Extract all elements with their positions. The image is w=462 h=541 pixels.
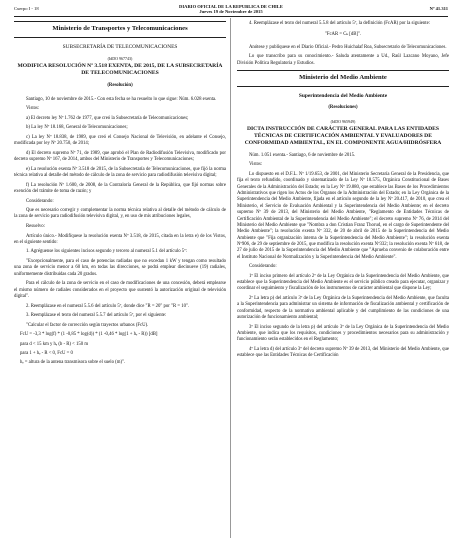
- vistos-label: Vistos:: [26, 106, 40, 112]
- date-line: Santiago, 10 de noviembre de 2015.- Con esta fecha se ha resuelto lo que sigue: Núm. 6.028 exenta.: [26, 96, 217, 102]
- page-header: [14, 4, 448, 17]
- amendment-item-3: 3. Reemplázase el texto del numeral 5.5.7 del artículo 5º, por el siguiente:: [26, 313, 167, 319]
- resolution-title: DICTA INSTRUCCIÓN DE CARÁCTER GENERAL PARA LAS ENTIDADES TÉCNICAS DE CERTIFICACIÓN AMBIENTAL Y EVALUADORES DE CONFORMIDAD AMBIENTAL, EN EL COMPONENTE AGUA/HIDRÓSFERA: [244, 125, 442, 146]
- formula-condition: para d < 15 km y hₑ (b - R) < 150 m: [20, 341, 89, 347]
- amendment-item-2: 2. Reemplázase en el numeral 5.5.6 del artículo 5º, donde dice "R = 20" por "R = 10".: [26, 303, 190, 309]
- considerando-item: 3º El inciso segundo de la letra p) del artículo 3º de la Ley Orgánica de la Superintendencia del Medio Ambiente, que indica que los requisitos, condiciones y procedimientos necesarios para su administración y funcionamiento serán establecidos en el Reglamento;: [237, 324, 449, 343]
- resolution-type: (Resoluciones): [328, 105, 358, 111]
- date-line: Núm. 1.051 exenta.- Santiago, 6 de noviembre de 2015.: [249, 152, 356, 158]
- formula-condition: hₑ = altura de la antena transmisora sobre el suelo (m)".: [20, 360, 126, 366]
- vistos-label: Vistos:: [249, 162, 263, 168]
- visto-item: d) El decreto supremo Nº 71, de 1989, que aprobó el Plan de Radiodifusión Televisiva, modificado por decreto supremo Nº 167, de 2014, ambos del Ministerio de Transportes y Telecomunicaciones;: [14, 150, 226, 163]
- amendment-item-4: 4. Reemplázase el texto del numeral 5.5.8 del artículo 5º, la definición (FcAR) por la siguiente:: [249, 21, 430, 26]
- subsecretaria-heading: SUBSECRETARÍA DE TELECOMUNICACIONES: [62, 43, 178, 50]
- resuelvo-label: Resuelvo:: [26, 224, 45, 230]
- vistos-text: Lo dispuesto en el D.F.L. Nº 1/19.653, de 2001, del Ministerio Secretaría General de la Presidencia, que fija el texto refundido, coordinado y sistematizado de la Ley Nº 18.575, Orgánica Constitucional de Bases Generales de la Administración del Estado; en la Ley Nº 19.880, que establece las Bases de los Procedimientos Administrativos que rigen los Actos de los Órganos de la Administración del Estado; en la Ley Orgánica de la Superintendencia del Medio Ambiente, fijada en el artículo segundo de la ley Nº 20.417, de 2010, que crea el Ministerio, el Servicio de Evaluación Ambiental y la Superintendencia del Medio Ambiente; en el decreto supremo Nº 39 de 2013, del Ministerio del Medio Ambiente, "Reglamento de Entidades Técnicas de Certificación Ambiental de la Superintendencia del Medio Ambiente"; el decreto supremo Nº 76, de 2014 del Ministerio del Medio Ambiente que "Nombra a don Cristian Franz Thorud, en el cargo de Superintendente del Medio Ambiente"; la resolución exenta Nº 332, de 20 de abril de 2015 de la Superintendencia del Medio Ambiente que "Fija organización interna de la Superintendencia del Medio Ambiente"; la resolución exenta Nº906, de 29 de septiembre de 2015, que modifica la resolución exenta Nº332; la resolución exenta Nº 618, de 27 de julio de 2015 de la Superintendencia del Medio Ambiente que "Aprueba convenio de colaboración entre el Instituto Nacional de Normalización y la Superintendencia del Medio Ambiente".: [237, 172, 449, 260]
- visto-item: c) La ley Nº 18.838, de 1989, que creó el Consejo Nacional de Televisión, en adelante el Consejo, modificada por ley Nº 20.750, de 2014;: [14, 134, 226, 147]
- considerando-text: Que es necesario corregir y complementar la norma técnica relativa al detalle del método de cálculo de la zona de servicio para radiodifusión televisiva digital, y, en uso de mis atribuciones legales,: [14, 208, 226, 220]
- resolution-type: (Resolución): [107, 83, 133, 89]
- id-code: (IdDO 967743): [107, 56, 133, 62]
- quoted-paragraph: Para el cálculo de la zona de servicio en el caso de modificaciones de una concesión, deberá emplearse el mismo número de radiales considerados en el proyecto que sustentó la autorización original de televisión digital".: [14, 281, 226, 299]
- superintendencia-heading: Superintendencia del Medio Ambiente: [298, 93, 388, 99]
- signature-line: Anótese y publíquese en el Diario Oficial.- Pedro Huichalaf Roa, Subsecretario de Telecomunicaciones.: [249, 44, 447, 50]
- ministry-heading: Ministerio de Transportes y Telecomunicaciones: [14, 21, 226, 38]
- considerando-label: Considerando:: [26, 198, 54, 204]
- formula-fcar: "FcAR = Cₖ [dB]".: [324, 32, 362, 38]
- header-title-line2: Jueves 19 de Noviembre de 2015: [199, 8, 263, 14]
- considerando-item: 4º La letra d) del artículo 3º del decreto supremo Nº 39 de 2013, del Ministerio del Medio Ambiente, que establece que las Entidades Técnicas de Certificación: [237, 346, 449, 359]
- visto-item: e) La resolución exenta Nº 3.518 de 2015, de la Subsecretaría de Telecomunicaciones, que fijó la norma técnica relativa al detalle del método de cálculo de la zona de servicio para radiodifusión televisiva digital;: [14, 166, 226, 179]
- header-section: Cuerpo I - 18: [14, 6, 39, 11]
- right-column: [237, 21, 449, 363]
- quoted-paragraph: "Excepcionalmente, para el caso de potencias radiadas que no excedan 1 kW y tengan como resultado una zona de servicio menor a 60 km, en todas las direcciones, se podrá emplear diecinueve (19) radiales, uniformemente distribuidas cada 20 grados.: [14, 259, 226, 277]
- considerando-item: 2º La letra p) del artículo 3º de la Ley Orgánica de la Superintendencia del Medio Ambiente, que faculta a la Superintendencia para administrar un sistema de información de fiscalización ambiental y certificación de conformidad, respecto de la normativa ambiental aplicable y del cumplimiento de las condiciones de una autorización de funcionamiento ambiental;: [237, 296, 449, 321]
- considerando-label: Considerando:: [249, 264, 277, 270]
- header-issue-number: Nº 41.311: [429, 6, 448, 11]
- ministry-heading: Ministerio del Medio Ambiente: [237, 70, 449, 87]
- header-title-line1: DIARIO OFICIAL DE LA REPUBLICA DE CHILE: [179, 4, 283, 9]
- visto-item: f) La resolución Nº 1.600, de 2008, de la Contraloría General de la República, que fijó normas sobre exención del trámite de toma de razón; y: [14, 182, 226, 195]
- transcription-line: Lo que transcribo para su conocimiento.- Saluda atentamente a Ud., Raúl Lazcano Moyano, Jefe División Política Regulatoria y Estudios.: [237, 54, 449, 66]
- formula-fcu: FcU = -3,3 * log(f) * (1 -0,85 * log(d)) * (1 -0,46 * log(1 + hₑ - R)) [dB]: [20, 332, 158, 338]
- id-code: (IdDO 965949): [330, 118, 356, 124]
- formula-condition: para 1 + hₑ - R < 0, FcU = 0: [20, 350, 73, 356]
- amendment-item-1: 1. Agréguense los siguientes incisos segundo y tercero al numeral 5.1 del artículo 5º:: [26, 249, 187, 255]
- visto-item: a) El decreto ley Nº 1.762 de 1977, que creó la Subsecretaría de Telecomunicaciones;: [26, 115, 189, 121]
- articulo-unico: Artículo único.- Modifíquese la resolución exenta Nº 3.518, de 2015, citada en la letra e) de los Vistos, en el siguiente sentido:: [14, 233, 226, 245]
- header-title: [14, 5, 448, 15]
- quoted-paragraph: "Calcular el factor de corrección según trayectos urbanos (FcU).: [26, 322, 149, 328]
- visto-item: b) La ley Nº 18.168, General de Telecomunicaciones;: [26, 125, 128, 131]
- left-column: [14, 21, 226, 370]
- resolution-title: MODIFICA RESOLUCIÓN Nº 3.518 EXENTA, DE 2015, DE LA SUBSECRETARÍA DE TELECOMUNICACIONES: [17, 63, 223, 77]
- considerando-item: 1º El inciso primero del artículo 2º de la Ley Orgánica de la Superintendencia del Medio Ambiente, que establece que la Superintendencia del Medio Ambiente es el servicio público creado para ejecutar, organizar y coordinar el seguimiento y fiscalización de los instrumentos de carácter ambiental que dispone la Ley;: [237, 273, 449, 292]
- column-divider: [230, 18, 231, 538]
